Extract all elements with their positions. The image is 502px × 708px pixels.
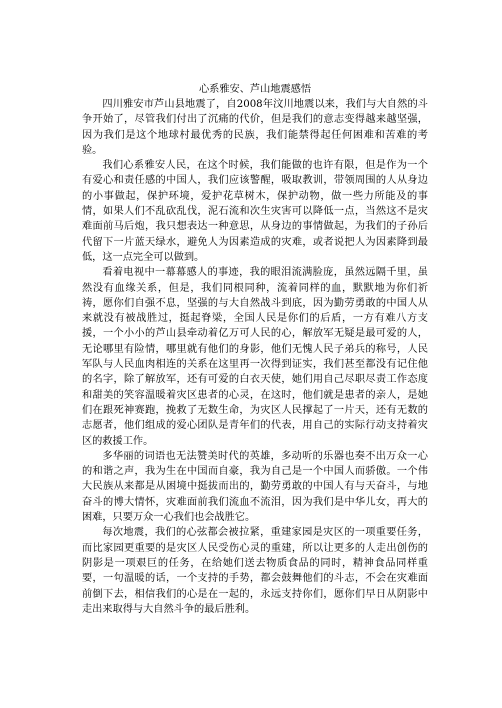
paragraph-3: 看着电视中一幕幕感人的事迹，我的眼泪流满脸庞，虽然远隔千里，虽然没有血缘关系，但是，我们同根同种，流着同样的血，默默地为你们祈祷，愿你们自强不息，坚强的与大自然战斗到底，因为勤劳勇敢的中国人从来就没有被战胜过，挺起脊梁，全国人民是你们的后盾，一方有难八方支援，一个小小的芦山县牵动着亿万可人民的心，解放军无疑是最可爱的人，无论哪里有险情，哪里就有他们的身影，他们无愧人民子弟兵的称号，人民军队与人民血肉相连的关系在这里再一次得到证实，我们甚至都没有记住他的名字，除了解放军，还有可爱的白衣天使，她们用自己尽职尽责工作态度和甜美的笑容温暖着灾区患者的心灵，在这时，他们就是患者的亲人，是她们在跟死神赛跑，挽救了无数生命，为灾区人民撑起了一片天，还有无数的志愿者，他们组成的爱心团队是青年们的代表，用自己的实际行动支持着灾区的救援工作。 — [82, 267, 428, 447]
document-title: 心系雅安、芦山地震感悟 — [198, 84, 312, 95]
paragraph-2: 我们心系雅安人民，在这个时候，我们能做的也许有限，但是作为一个有爱心和责任感的中国人，我们应该警醒，吸取教训，带领周围的人从身边的小事做起，保护环境，爱护花草树木，保护动物，做一些力所能及的事情，如果人们不乱砍乱伐，泥石流和次生灾害可以降低一点，当然这不是灾难面前马后炮，我只想表达一种意思，从身边的事情做起，为我们的子孙后代留下一片蓝天绿水，避免人为因素造成的灾难，或者说把人为因素降到最低，这一点完全可以做到。 — [82, 160, 428, 263]
paragraph-1: 四川雅安市芦山县地震了，自2008年汶川地震以来，我们与大自然的斗争开始了，尽管我们付出了沉痛的代价，但是我们的意志变得越来越坚强，因为我们是这个地球村最优秀的民族，我们能禁得起任何困难和苦难的考验。 — [82, 99, 428, 156]
paragraph-4: 多华丽的词语也无法赞美时代的英雄，多动听的乐器也奏不出万众一心的和谐之声，我为生在中国而自豪，我为自己是一个中国人而骄傲。一个伟大民族从来都是从困境中挺拔而出的，勤劳勇敢的中国人有与天奋斗，与地奋斗的博大情怀，灾难面前我们流血不流泪，因为我们是中华儿女，再大的困难，只要万众一心我们也会战胜它。 — [82, 450, 428, 524]
paragraph-5: 每次地震，我们的心弦都会被拉紧，重建家园是灾区的一项重要任务，而比家园更重要的是灾区人民受伤心灵的重建，所以让更多的人走出创伤的阴影是一项艰巨的任务，在给她们送去物质食品的同时，精神食品同样重要，一句温暖的话，一个支持的手势，都会鼓舞他们的斗志，不会在灾难面前倒下去，相信我们的心是在一起的，永远支持你们，愿你们早日从阴影中走出来取得与大自然斗争的最后胜利。 — [82, 527, 428, 615]
document-page — [82, 82, 428, 617]
